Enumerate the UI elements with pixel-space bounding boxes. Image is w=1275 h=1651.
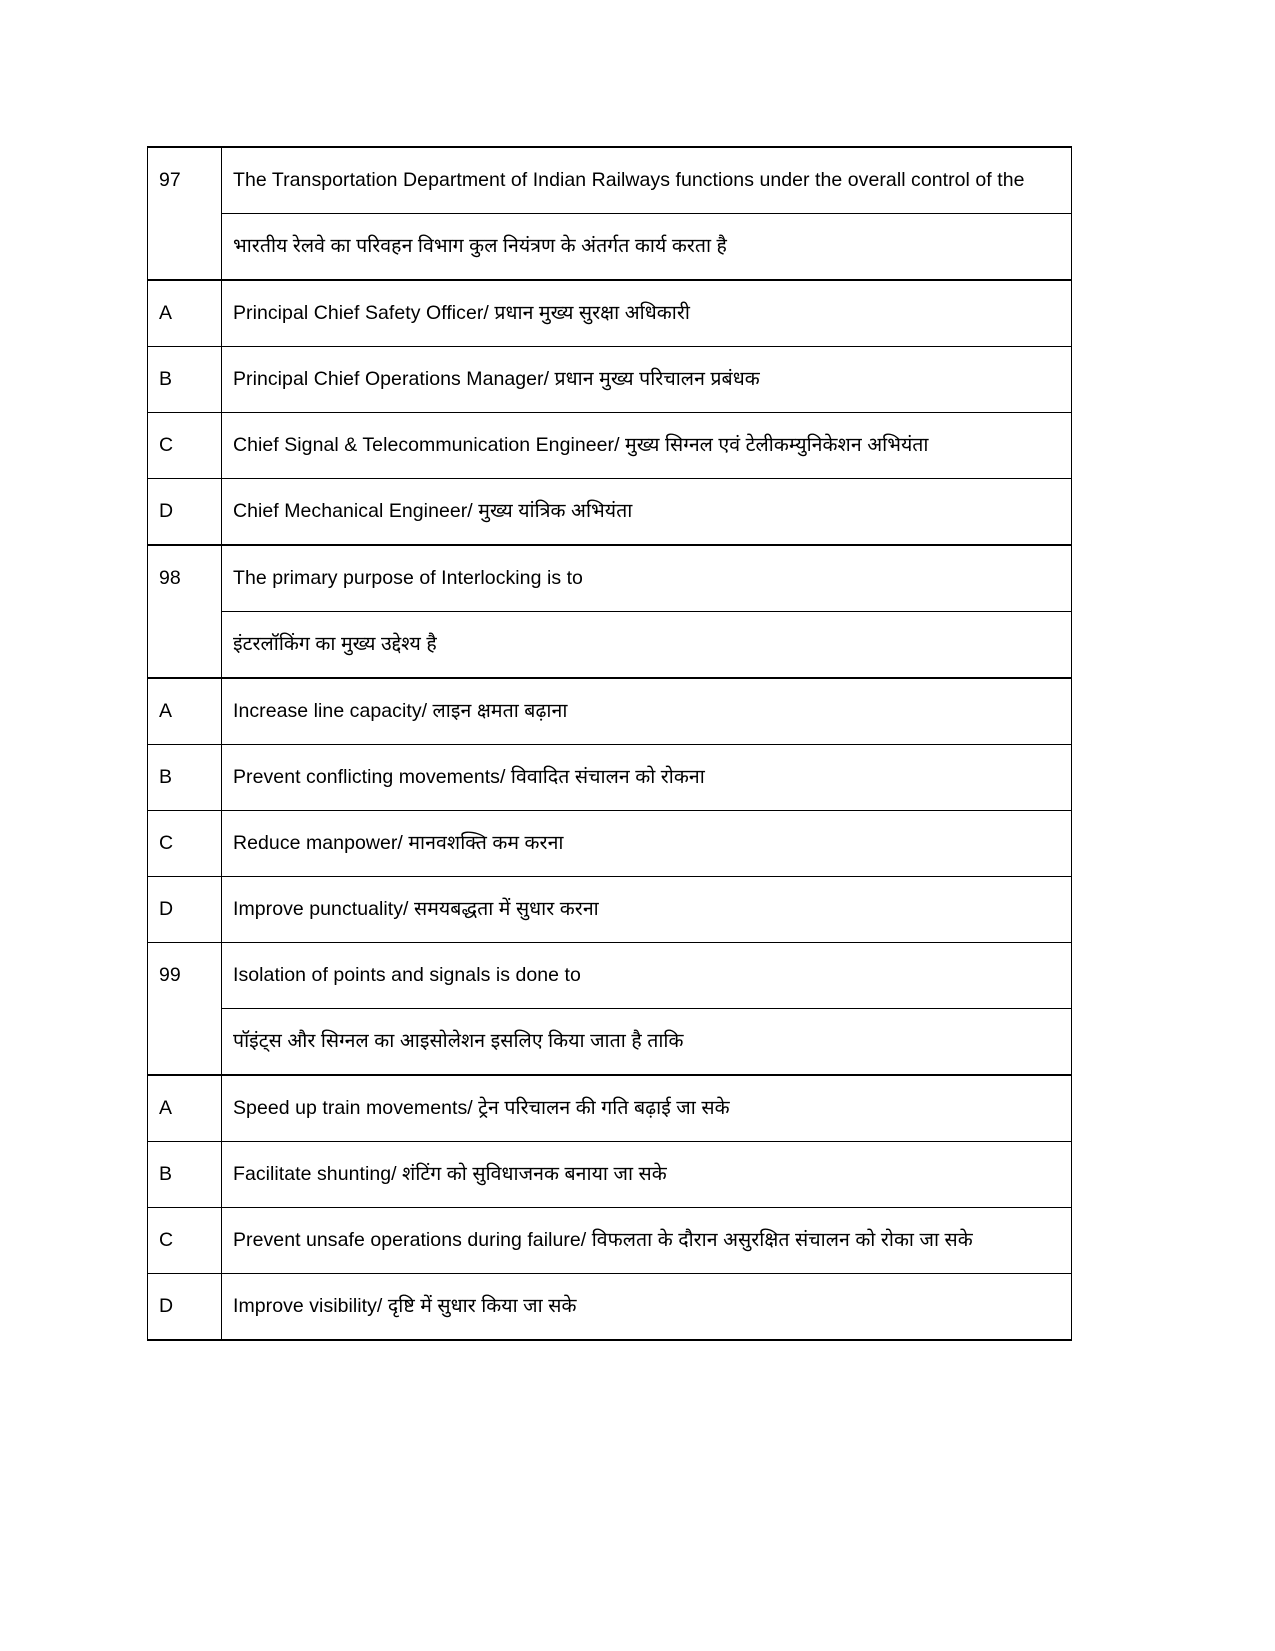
option-text: Improve visibility/ दृष्टि में सुधार किया जा सके [222, 1274, 1072, 1341]
option-label: C [148, 811, 222, 877]
option-text: Speed up train movements/ ट्रेन परिचालन की गति बढ़ाई जा सके [222, 1075, 1072, 1142]
option-label: B [148, 1142, 222, 1208]
question-row-hindi [148, 612, 1072, 679]
question-text-english: Isolation of points and signals is done to [222, 943, 1072, 1009]
option-row [148, 678, 1072, 745]
question-text-english: The Transportation Department of Indian Railways functions under the overall control of the [222, 147, 1072, 214]
question-row-english [148, 943, 1072, 1009]
question-number: 99 [148, 943, 222, 1076]
option-text: Reduce manpower/ मानवशक्ति कम करना [222, 811, 1072, 877]
option-row [148, 877, 1072, 943]
question-text-hindi: इंटरलॉकिंग का मुख्य उद्देश्य है [222, 612, 1072, 679]
option-row [148, 811, 1072, 877]
option-text: Chief Mechanical Engineer/ मुख्य यांत्रिक अभियंता [222, 479, 1072, 546]
option-row [148, 347, 1072, 413]
option-label: C [148, 413, 222, 479]
option-row [148, 1142, 1072, 1208]
option-label: B [148, 347, 222, 413]
option-row [148, 1274, 1072, 1341]
option-label: A [148, 280, 222, 347]
questions-table-body [148, 147, 1072, 1340]
question-number: 98 [148, 545, 222, 678]
questions-table [147, 146, 1072, 1341]
option-row [148, 479, 1072, 546]
option-label: C [148, 1208, 222, 1274]
question-text-english: The primary purpose of Interlocking is to [222, 545, 1072, 612]
option-label: A [148, 1075, 222, 1142]
option-label: A [148, 678, 222, 745]
option-label: D [148, 877, 222, 943]
option-row [148, 280, 1072, 347]
option-label: D [148, 1274, 222, 1341]
option-text: Chief Signal & Telecommunication Engineer/ मुख्य सिग्नल एवं टेलीकम्युनिकेशन अभियंता [222, 413, 1072, 479]
option-text: Prevent unsafe operations during failure/ विफलता के दौरान असुरक्षित संचालन को रोका जा सके [222, 1208, 1072, 1274]
question-row-english [148, 147, 1072, 214]
question-row-hindi [148, 214, 1072, 281]
option-text: Increase line capacity/ लाइन क्षमता बढ़ाना [222, 678, 1072, 745]
option-text: Facilitate shunting/ शंटिंग को सुविधाजनक बनाया जा सके [222, 1142, 1072, 1208]
question-row-english [148, 545, 1072, 612]
option-row [148, 413, 1072, 479]
option-row [148, 1208, 1072, 1274]
option-label: D [148, 479, 222, 546]
option-text: Principal Chief Safety Officer/ प्रधान मुख्य सुरक्षा अधिकारी [222, 280, 1072, 347]
option-text: Prevent conflicting movements/ विवादित संचालन को रोकना [222, 745, 1072, 811]
option-label: B [148, 745, 222, 811]
question-text-hindi: भारतीय रेलवे का परिवहन विभाग कुल नियंत्रण के अंतर्गत कार्य करता है [222, 214, 1072, 281]
option-row [148, 745, 1072, 811]
option-text: Principal Chief Operations Manager/ प्रधान मुख्य परिचालन प्रबंधक [222, 347, 1072, 413]
option-text: Improve punctuality/ समयबद्धता में सुधार करना [222, 877, 1072, 943]
option-row [148, 1075, 1072, 1142]
question-row-hindi [148, 1009, 1072, 1076]
question-number: 97 [148, 147, 222, 280]
question-text-hindi: पॉइंट्स और सिग्नल का आइसोलेशन इसलिए किया जाता है ताकि [222, 1009, 1072, 1076]
